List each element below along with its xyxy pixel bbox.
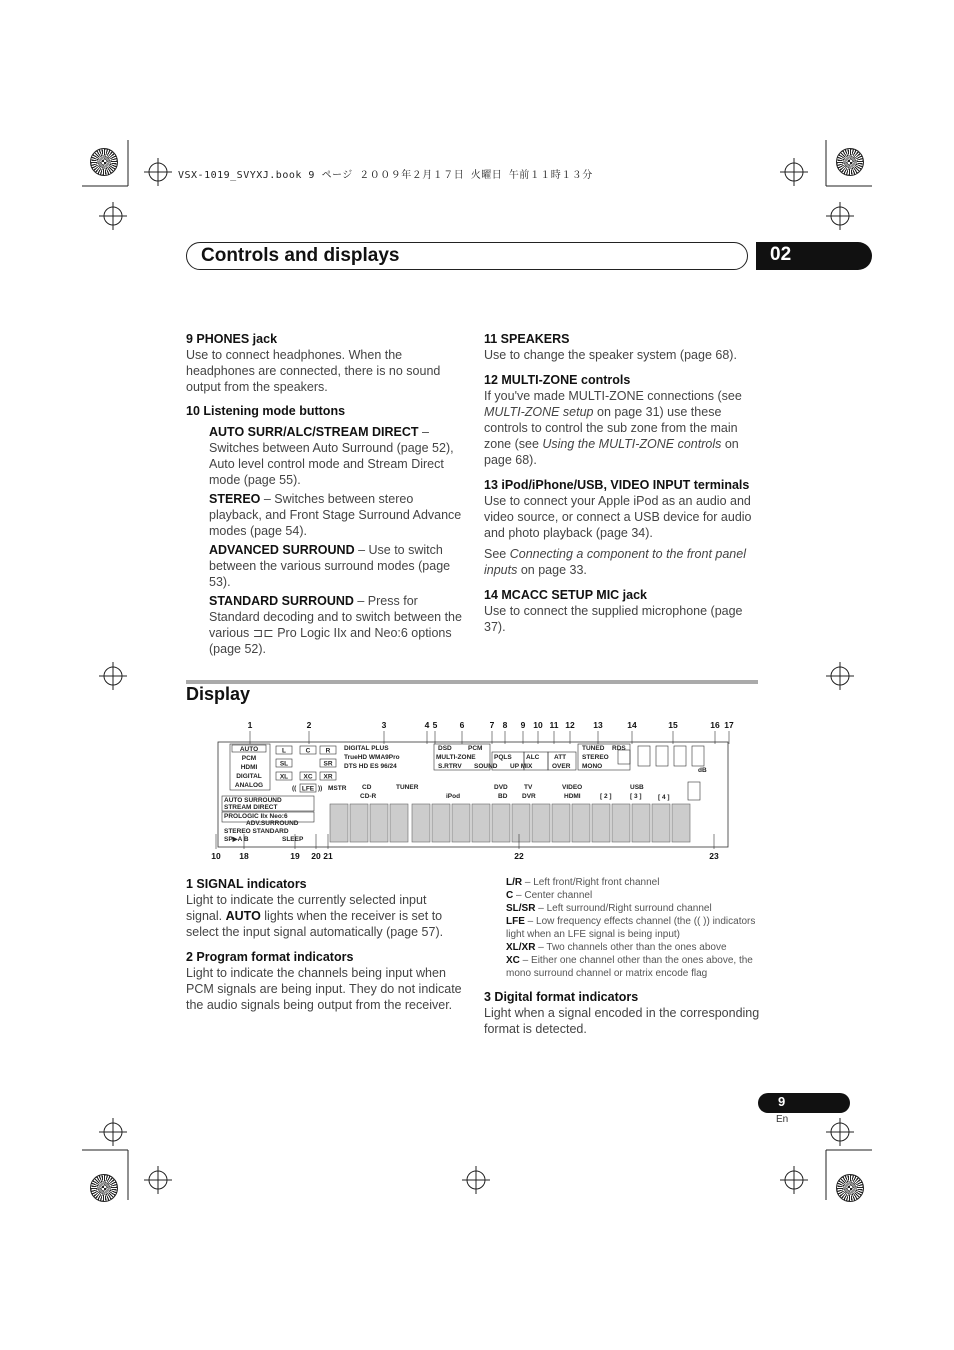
chapter-number: 02 — [770, 244, 792, 265]
dot-matrix-character — [472, 804, 490, 842]
mode-indicator-label: OVER — [552, 763, 571, 770]
input-indicator-label: BD — [498, 793, 508, 800]
callout-number: 7 — [489, 720, 495, 730]
item-text: Light to indicate the currently selected input signal. AUTO lights when the receiver is set to select the input signal automatically (page 57). — [186, 893, 444, 939]
item-text: ADVANCED SURROUND – Use to switch between the various surround modes (page 53). — [209, 543, 451, 589]
listening-mode-label: SLEEP — [282, 836, 304, 843]
input-indicator-label: TUNER — [396, 784, 419, 791]
callout-number: 9 — [520, 720, 526, 730]
listening-mode-label: SP▶A B — [224, 836, 249, 843]
dot-matrix-character — [512, 804, 530, 842]
dot-matrix-character — [532, 804, 550, 842]
item-heading: 10 Listening mode buttons — [186, 404, 346, 418]
signal-indicator-label: ANALOG — [234, 782, 264, 789]
channel-indicator-label: XR — [323, 773, 333, 781]
mode-indicator-label: ATT — [554, 754, 567, 761]
registration-crosshair — [462, 1166, 490, 1194]
digital-format-label: TrueHD WMA9Pro — [344, 754, 400, 761]
mode-indicator-label: MONO — [582, 763, 603, 770]
input-indicator-label: HDMI — [564, 793, 581, 800]
registration-crosshair — [99, 662, 127, 690]
item-heading: 12 MULTI-ZONE controls — [484, 373, 631, 387]
mode-indicator-label: SOUND — [474, 763, 498, 770]
seven-segment-digit — [656, 746, 668, 766]
definition-row: LFE – Low frequency effects channel (the (( )) indicators light when an LFE signal is being input) — [506, 916, 756, 940]
section-divider — [186, 680, 758, 684]
definition-row: C – Center channel — [506, 890, 593, 901]
item-heading: 1 SIGNAL indicators — [186, 877, 307, 891]
dot-matrix-character — [452, 804, 470, 842]
dot-matrix-character — [572, 804, 590, 842]
registration-crosshair — [99, 202, 127, 230]
registration-crosshair — [826, 662, 854, 690]
registration-crosshair — [144, 158, 172, 186]
item-heading: 9 PHONES jack — [186, 332, 278, 346]
item-heading: 2 Program format indicators — [186, 950, 354, 964]
callout-number: 10 — [533, 720, 543, 730]
channel-indicator-label: XL — [279, 773, 289, 781]
definition-row: L/R – Left front/Right front channel — [506, 877, 660, 888]
callout-number: 15 — [668, 720, 678, 730]
registration-crosshair — [144, 1166, 172, 1194]
bottom-right-column — [484, 876, 760, 1037]
input-indicator-label: iPod — [446, 793, 461, 800]
input-indicator-label: DVR — [522, 793, 536, 800]
callout-number: 12 — [565, 720, 575, 730]
mode-indicator-label: STEREO — [582, 754, 609, 761]
input-indicator-label: [ 4 ] — [658, 794, 670, 801]
input-indicator-label: CD-R — [360, 793, 377, 800]
bottom-left-column — [186, 876, 466, 1013]
input-indicator-label: USB — [630, 784, 644, 791]
mode-indicator-label: PCM — [468, 745, 483, 752]
input-indicator-label: CD — [362, 784, 372, 791]
callout-number: 13 — [593, 720, 603, 730]
channel-indicator-label: SR — [323, 760, 333, 768]
channel-indicator-label: R — [325, 747, 331, 755]
item-heading: 3 Digital format indicators — [484, 990, 639, 1004]
callout-number: 2 — [306, 720, 312, 730]
item-text: Use to connect the supplied microphone (page 37). — [484, 604, 743, 634]
callout-number: 23 — [709, 851, 719, 861]
mode-indicator-label: RDS — [612, 745, 626, 752]
registration-crosshair — [826, 1118, 854, 1146]
channel-indicator-label: XC — [303, 773, 313, 781]
channel-indicator-label: L — [282, 747, 286, 755]
db-label: dB — [698, 767, 707, 774]
item-text: Use to connect headphones. When the headphones are connected, there is no sound output from the speakers. — [186, 348, 441, 394]
channel-indicator-label: LFE — [301, 785, 315, 793]
callout-number: 5 — [432, 720, 438, 730]
signal-indicator-label: DIGITAL — [236, 773, 262, 780]
mute-icon-box — [618, 750, 630, 764]
item-text: AUTO SURR/ALC/STREAM DIRECT – Switches between Auto Surround (page 52), Auto level control mode and Stream Direct mode (page 55). — [209, 425, 454, 487]
dot-matrix-character — [330, 804, 348, 842]
print-header: VSX-1019_SVYXJ.book 9 ページ ２００９年２月１７日 火曜日 午前１１時１３分 — [178, 170, 593, 181]
item-text: Use to connect your Apple iPod as an audio and video source, or connect a USB device for audio and photo playback (page 34). — [484, 494, 752, 540]
listening-mode-label: STREAM DIRECT — [224, 804, 278, 811]
signal-indicator-label: PCM — [241, 755, 257, 762]
item-text: STEREO – Switches between stereo playback, and Front Stage Surround Advance modes (page 54). — [209, 492, 462, 538]
item-text: STANDARD SURROUND – Press for Standard decoding and to switch between the various ⊐⊏ Pro Logic IIx and Neo:6 options (page 52). — [209, 594, 462, 656]
item-text: Light to indicate the channels being input when PCM signals are being input. They do not indicate the audio signals being output from the receiver. — [186, 966, 462, 1012]
dot-matrix-character — [370, 804, 388, 842]
channel-definitions — [484, 876, 760, 980]
front-panel-display-diagram — [210, 716, 740, 866]
left-column — [186, 331, 464, 657]
dot-matrix-character — [612, 804, 630, 842]
dot-matrix-character — [552, 804, 570, 842]
callout-number: 3 — [381, 720, 387, 730]
listening-mode-label: ADV.SURROUND — [246, 820, 299, 827]
listening-mode-label: PROLOGIC IIx Neo:6 — [224, 813, 288, 820]
dot-matrix-character — [432, 804, 450, 842]
channel-indicator-label: SL — [279, 760, 289, 768]
definition-row: XL/XR – Two channels other than the ones above — [506, 942, 727, 953]
dot-matrix-character — [350, 804, 368, 842]
callout-number: 14 — [627, 720, 637, 730]
mode-indicator-label: PQLS — [494, 754, 512, 761]
input-indicator-label: [ 3 ] — [630, 793, 642, 800]
dot-matrix-character — [390, 804, 408, 842]
registration-crosshair — [826, 202, 854, 230]
callout-number: 20 — [311, 851, 321, 861]
dot-matrix-character — [592, 804, 610, 842]
seven-segment-digit — [674, 746, 686, 766]
right-column — [484, 331, 760, 635]
mode-indicator-label: MSTR — [328, 785, 347, 792]
signal-indicator-label: HDMI — [240, 764, 258, 771]
callout-number: 8 — [502, 720, 508, 730]
item-text: See Connecting a component to the front panel inputs on page 33. — [484, 547, 746, 577]
callout-number: 1 — [247, 720, 253, 730]
callout-number: 6 — [459, 720, 465, 730]
item-heading: 14 MCACC SETUP MIC jack — [484, 588, 648, 602]
section-title-bar — [186, 242, 748, 270]
channel-indicator-label: C — [305, 747, 311, 755]
dot-matrix-character — [672, 804, 690, 842]
registration-crosshair — [780, 1166, 808, 1194]
item-text: Use to change the speaker system (page 68). — [484, 348, 737, 362]
callout-number: 18 — [239, 851, 249, 861]
mode-indicator-label: TUNED — [582, 745, 605, 752]
dot-matrix-character — [632, 804, 650, 842]
dot-matrix-character — [412, 804, 430, 842]
display-heading: Display — [186, 684, 251, 704]
listening-mode-label: STEREO STANDARD — [224, 828, 289, 835]
language-code: En — [776, 1114, 789, 1125]
page-number: 9 — [778, 1094, 786, 1109]
callout-number: 17 — [724, 720, 734, 730]
callout-number: 19 — [290, 851, 300, 861]
item-text: Light when a signal encoded in the corresponding format is detected. — [484, 1006, 760, 1036]
registration-crosshair — [99, 1118, 127, 1146]
page-number-badge — [758, 1093, 850, 1113]
definition-row: SL/SR – Left surround/Right surround channel — [506, 903, 712, 914]
digital-format-label: DIGITAL PLUS — [344, 745, 389, 752]
callout-number: 11 — [549, 720, 559, 730]
section-title: Controls and displays — [201, 245, 400, 266]
mode-indicator-label: MULTI-ZONE — [436, 754, 476, 761]
mode-indicator-label: S.RTRV — [438, 763, 462, 770]
mode-indicator-label: ALC — [526, 754, 540, 761]
chapter-badge — [756, 242, 872, 270]
definition-row: XC – Either one channel other than the ones above, the mono surround channel or matrix encode flag — [506, 955, 753, 979]
mode-indicator-label: DSD — [438, 745, 452, 752]
input-indicator-label: DVD — [494, 784, 508, 791]
item-heading: 13 iPod/iPhone/USB, VIDEO INPUT terminals — [484, 478, 750, 492]
input-indicator-label: VIDEO — [562, 784, 583, 791]
item-heading: 11 SPEAKERS — [484, 332, 570, 346]
mode-indicator-label: UP MIX — [510, 763, 533, 770]
signal-indicator-label: AUTO — [239, 746, 259, 753]
digital-format-label: DTS HD ES 96/24 — [344, 763, 397, 770]
dot-matrix-character — [652, 804, 670, 842]
seven-segment-digit — [692, 746, 704, 766]
registration-crosshair — [780, 158, 808, 186]
callout-number: 22 — [514, 851, 524, 861]
callout-number: 4 — [424, 720, 430, 730]
lfe-bracket-left: (( — [292, 785, 297, 792]
input-indicator-label: [ 2 ] — [600, 793, 612, 800]
callout-number: 16 — [710, 720, 720, 730]
callout-number: 10 — [211, 851, 221, 861]
lfe-bracket-right: )) — [318, 785, 323, 792]
input-indicator-label: TV — [524, 784, 533, 791]
listening-mode-label: AUTO SURROUND — [224, 797, 282, 804]
dot-matrix-character — [492, 804, 510, 842]
scroll-arrows-icon — [688, 782, 700, 800]
callout-number: 21 — [323, 851, 333, 861]
item-text: If you've made MULTI-ZONE connections (see MULTI-ZONE setup on page 31) use these controls to control the sub zone from the main zone (see Using the MULTI-ZONE controls on page 68). — [484, 389, 742, 467]
seven-segment-digit — [638, 746, 650, 766]
